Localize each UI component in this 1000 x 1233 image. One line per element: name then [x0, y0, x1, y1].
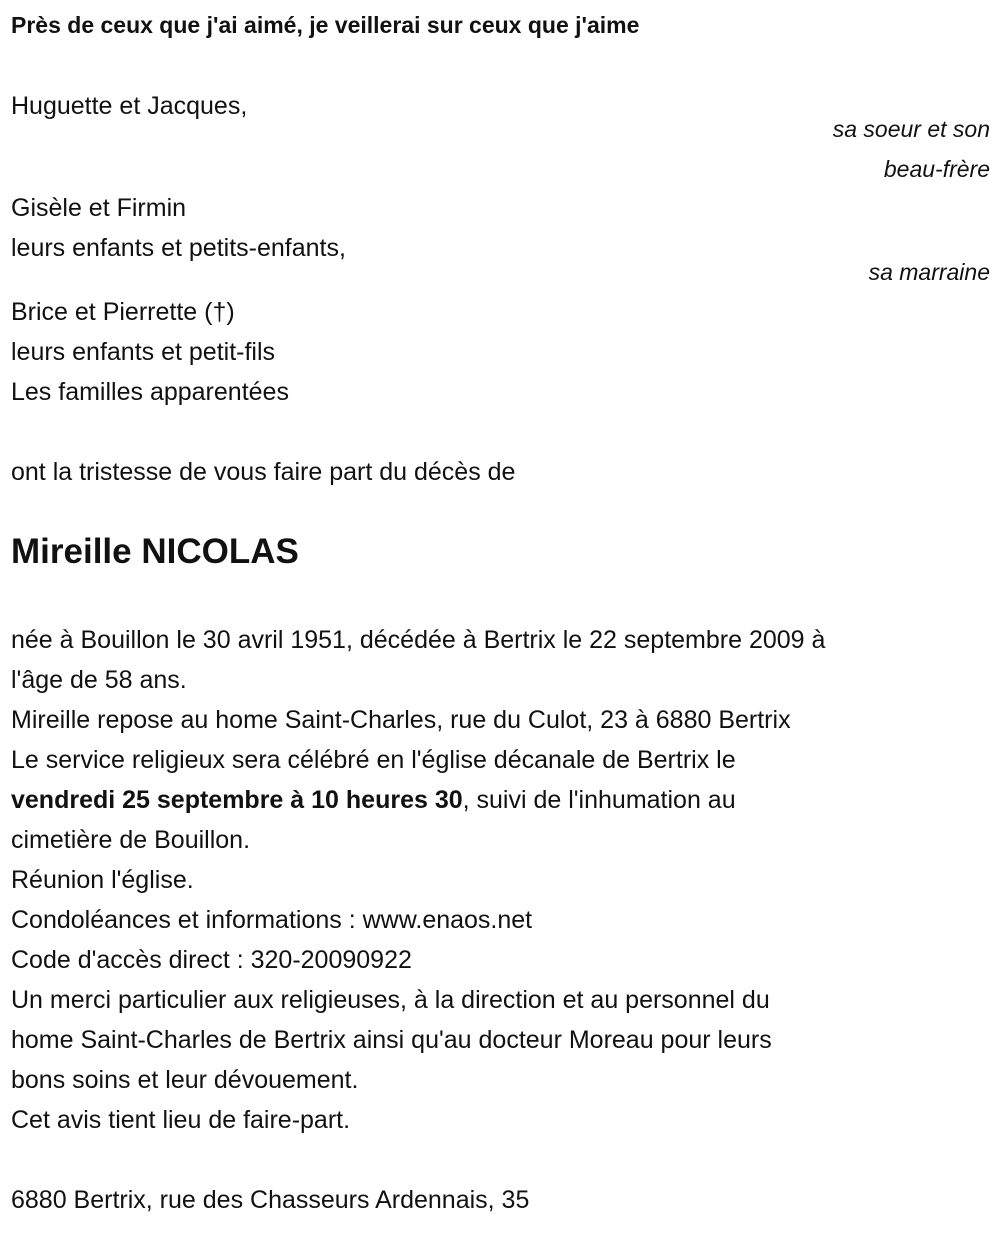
family-line: leurs enfants et petit-fils — [11, 338, 276, 366]
relation-label: sa soeur et son — [832, 116, 990, 142]
body-line: cimetière de Bouillon. — [11, 826, 251, 854]
family-line: Les familles apparentées — [11, 378, 289, 406]
body-line: Réunion l'église. — [11, 866, 194, 894]
announcement: ont la tristesse de vous faire part du décès de — [11, 458, 516, 486]
body-line: née à Bouillon le 30 avril 1951, décédée à Bertrix le 22 septembre 2009 à — [11, 626, 826, 654]
relation-label: sa marraine — [868, 259, 990, 285]
body-line: Cet avis tient lieu de faire-part. — [11, 1106, 351, 1134]
address: 6880 Bertrix, rue des Chasseurs Ardennais, 35 — [11, 1186, 530, 1214]
family-line: Gisèle et Firmin — [11, 194, 187, 222]
deceased-name: Mireille NICOLAS — [11, 532, 299, 571]
epigraph: Près de ceux que j'ai aimé, je veillerai sur ceux que j'aime — [11, 12, 640, 38]
body-line: Le service religieux sera célébré en l'église décanale de Bertrix le — [11, 746, 736, 774]
family-line: leurs enfants et petits-enfants, — [11, 234, 346, 262]
service-after: , suivi de l'inhumation au — [462, 786, 736, 814]
body-line: bons soins et leur dévouement. — [11, 1066, 359, 1094]
relation-label: beau-frère — [883, 156, 990, 182]
body-line: l'âge de 58 ans. — [11, 666, 187, 694]
family-line: Brice et Pierrette (†) — [11, 298, 235, 326]
service-date: vendredi 25 septembre à 10 heures 30 — [11, 786, 463, 814]
body-line: Un merci particulier aux religieuses, à la direction et au personnel du — [11, 986, 770, 1014]
family-line: Huguette et Jacques, — [11, 92, 248, 120]
service-line — [11, 785, 736, 815]
body-line: Condoléances et informations : www.enaos.net — [11, 906, 533, 934]
body-line: home Saint-Charles de Bertrix ainsi qu'au docteur Moreau pour leurs — [11, 1026, 772, 1054]
body-line: Code d'accès direct : 320-20090922 — [11, 946, 412, 974]
body-line: Mireille repose au home Saint-Charles, rue du Culot, 23 à 6880 Bertrix — [11, 706, 791, 734]
